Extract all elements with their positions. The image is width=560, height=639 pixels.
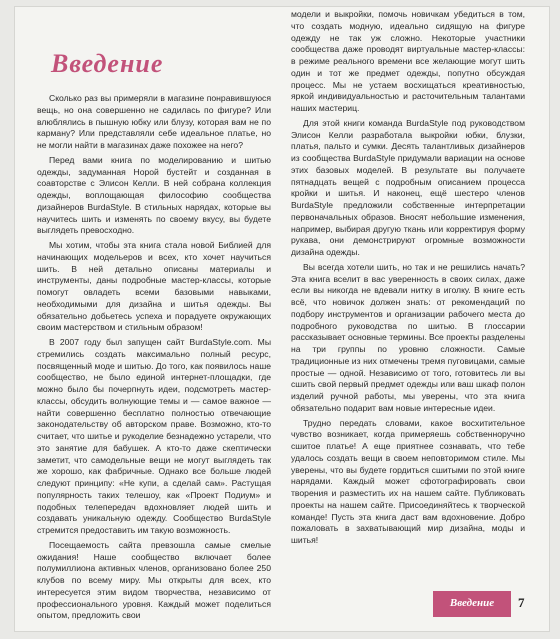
paragraph: Для этой книги команда BurdaStyle под руководством Элисон Келли разработала выкройки юбки, блузки, платья, пальто и сумки. Десять талантливых дизайнеров из сообщества BurdaStyle придумали вариации на основе этих базовых моделей. В результате вы получаете пятнадцать вещей с подробным описанием процесса кройки и шитья. И наконец, ещё шестеро членов BurdaStyle предложили собственные интерпретации первоначальных образов. Вносят небольшие изменения, например, выбирая другую ткань или корректируя форму рукава, они демонстрируют огромные возможности дизайна одежды. [291, 117, 525, 257]
paragraph: Вы всегда хотели шить, но так и не решились начать? Эта книга вселит в вас уверенность в своих силах, даже если вы никогда не вдевали нитку в иголку. В книге есть всё, что новичок должен знать: от рекомендаций по подбору инструментов и организации рабочего места до подробного руководства по шитью. В глоссарии рассказывает основные термины. Все проекты разделены на три группы по уровню сложности. Самые традиционные из них отмечены тремя пуговицами, самые простые — одной. Независимо от того, готовитесь ли вы сшить свой первый предмет одежды или ваш шкаф полон изделий ручной работы, мы уверены, что эта книга обязательно подарит вам новые интересные идеи. [291, 261, 526, 413]
paragraph: Перед вами книга по моделированию и шитью одежды, задуманная Норой бустейт и созданная в соавторстве с Элисон Келли. В ней собрана коллекция одежды, воплощающая философию сообщества дизайнеров BurdaStyle. В стильных нарядах, которые вы научитесь шить и изменять по своему вкусу, вы будете выглядеть превосходно. [37, 154, 271, 236]
paragraph: модели и выкройки, помочь новичкам убедиться в том, что создать модную, идеально сидящую на фигуре одежду не так уж сложно. Некоторые участники сообщества даже проводят виртуальные мастер-классы: в режиме реального времени все желающие могут шить один и тот же предмет одежды, попутно обсуждая процесс. Мы не устаем восхищаться креативностью, яркой индивидуальностью и расточительным талантами наших мастериц. [291, 9, 525, 113]
paragraph: Мы хотим, чтобы эта книга стала новой Библией для начинающих модельеров и всех, кто хочет научиться шить. В ней детально описаны материалы и инструменты, даны подробные мастер-классы, которые помогут овладеть всеми базовыми навыками, необходимыми для дизайна и шитья одежды. Вы обязательно добьетесь успеха и порадуете окружающих своим мастерством и стильным образом! [37, 240, 271, 333]
page-number: 7 [518, 595, 525, 610]
paragraph: Сколько раз вы примеряли в магазине понравившуюся вещь, но она совершенно не садилась по фигуре? Или влюблялись в пышную юбку или блузу, которая вам не по карману? Или представляли себе идеальное платье, но не могли найти в магазинах даже похожее на него? [37, 93, 271, 150]
paragraph: В 2007 году был запущен сайт BurdaStyle.com. Мы стремились создать максимально полный ресурс, посвященный моде и шитью. До того, как появилось наше сообщество, не было единой интернет-площадки, где можно было бы почерпнуть идеи, подсмотреть мастер-классы, обсудить волнующие темы и — самое важное — найти совершенно бесплатно полностью отвечающие законодательству об авторском праве. Возможно, кто-то считает, что шитье и рукоделие безнадежно устарели, что это занятие для бабушек. А кто-то даже скептически заметит, что самодельные вещи не могут выглядеть так же хорошо, как фабричные. Однако все больше людей следуют принципу: «Не купи, а сделай сам». Растущая популярность таких телешоу, как «Проект Подиум» и подобных телепередач вдохновляет людей шить и создавать уникальную одежду. Сообщество BurdaStyle стремится предоставить им такую возможность. [37, 337, 271, 535]
page-title: Введение [51, 49, 164, 78]
paragraph: Трудно передать словами, какое восхитительное чувство возникает, когда примеряешь собственноручно сшитое платье! А еще приятнее сознавать, что тебе удалось создать вещи в своем неповторимом стиле. Мы уверены, что вы будете гордиться сшитыми по этой книге нарядами. Каждый может сфотографировать свои творения и разместить их на нашем сайте. Публиковать проекты на нашем сайте. Присоединяйтесь к творческой команде! Пусть эта книга даст вам вдохновение. Добро пожаловать в захватывающий мир дизайна, моды и шитья! [291, 417, 525, 545]
paragraph: Посещаемость сайта превзошла самые смелые ожидания! Наше сообщество включает более полумиллиона активных членов, организовано более 250 клубов по всему миру. Мы открыты для всех, кто интересуется этим видом творчества, независимо от профессионального уровня. Каждый может поделиться опытом, предложить свои [37, 539, 271, 621]
book-page [14, 6, 550, 632]
footer-section-label: Введение [449, 597, 495, 609]
right-column [291, 9, 525, 547]
left-column [37, 93, 271, 622]
